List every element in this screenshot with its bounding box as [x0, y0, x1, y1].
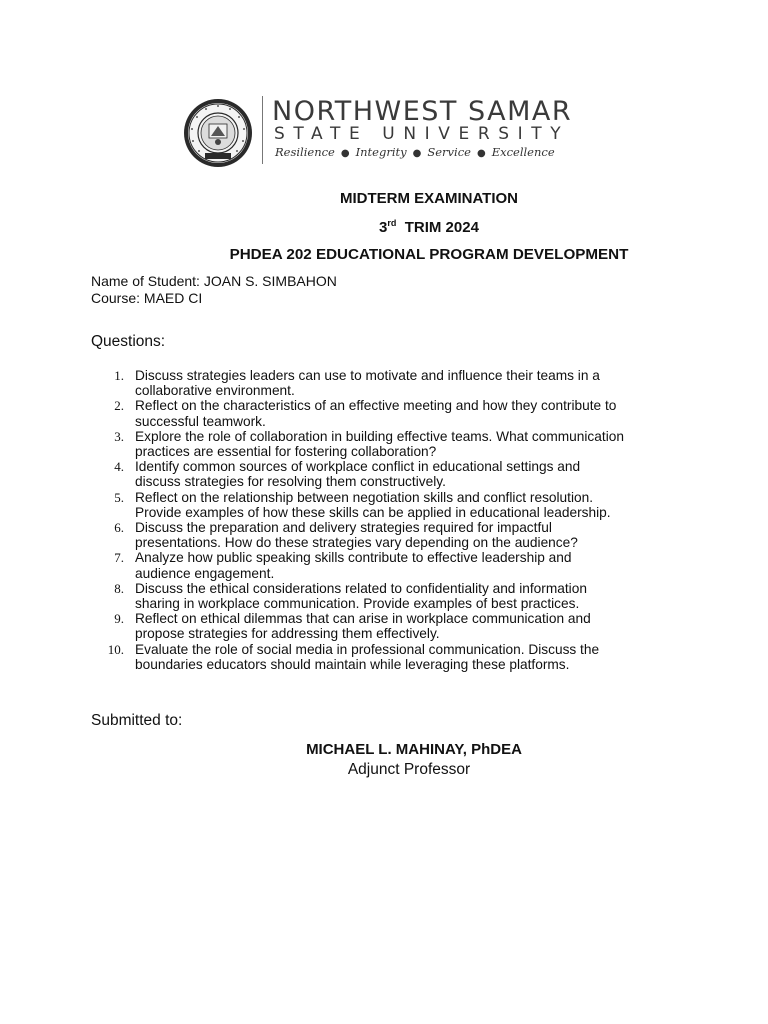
- questions-heading: Questions:: [91, 333, 166, 350]
- question-list: [91, 368, 691, 672]
- motto-word: Service: [427, 145, 471, 159]
- list-item: [91, 429, 691, 459]
- question-text: Discuss strategies leaders can use to motivate and influence their teams in a: [135, 368, 600, 383]
- university-name-line1: NORTHWEST SAMAR: [272, 96, 573, 127]
- question-text: Discuss the ethical considerations related to confidentiality and information: [135, 580, 587, 596]
- question-text-cont: propose strategies for addressing them effectively.: [135, 626, 440, 642]
- question-text: Reflect on the relationship between negotiation skills and conflict resolution.: [135, 489, 594, 505]
- university-name-line2: STATE UNIVERSITY: [274, 124, 570, 144]
- university-motto: [275, 145, 555, 159]
- student-name: Name of Student: JOAN S. SIMBAHON: [91, 273, 337, 289]
- professor-name: MICHAEL L. MAHINAY, PhDEA: [306, 741, 522, 758]
- submitted-to-label: Submitted to:: [91, 712, 183, 729]
- question-text-cont: Provide examples of how these skills can be applied in educational leadership.: [135, 504, 611, 520]
- motto-word: Excellence: [491, 145, 555, 159]
- question-number: 10.: [107, 641, 124, 657]
- question-number: 7.: [114, 550, 124, 566]
- question-number: 9.: [114, 611, 124, 627]
- list-item: [91, 611, 691, 641]
- question-number: 6.: [114, 520, 124, 536]
- question-text: Explore the role of collaboration in building effective teams. What communication: [135, 428, 624, 444]
- question-number: 1.: [114, 368, 124, 383]
- question-text: Reflect on the characteristics of an effective meeting and how they contribute to: [135, 398, 617, 414]
- list-item: [91, 520, 691, 550]
- trim-suffix: rd: [387, 218, 397, 228]
- header-divider: [262, 96, 263, 164]
- motto-word: Resilience: [275, 145, 335, 159]
- question-text-cont: audience engagement.: [135, 565, 275, 581]
- trim-line: [0, 218, 768, 236]
- question-text: Discuss the preparation and delivery strategies required for impactful: [135, 520, 552, 536]
- question-text-cont: successful teamwork.: [135, 413, 266, 429]
- list-item: [91, 368, 691, 398]
- motto-word: Integrity: [355, 145, 407, 159]
- question-text: Reflect on ethical dilemmas that can arise in workplace communication and: [135, 611, 591, 627]
- question-text: Identify common sources of workplace conflict in educational settings and: [135, 459, 581, 475]
- question-number: 5.: [114, 489, 124, 505]
- question-text-cont: sharing in workplace communication. Provide examples of best practices.: [135, 596, 580, 612]
- list-item: [91, 459, 691, 489]
- bullet-icon: ●: [476, 148, 486, 159]
- exam-title: MIDTERM EXAMINATION: [339, 190, 519, 207]
- list-item: [91, 490, 691, 520]
- question-number: 2.: [114, 398, 124, 414]
- list-item: [91, 642, 691, 672]
- question-text-cont: discuss strategies for resolving them constructively.: [135, 474, 446, 490]
- list-item: [91, 398, 691, 428]
- question-number: 4.: [114, 459, 124, 475]
- bullet-icon: ●: [412, 148, 422, 159]
- university-seal-icon: [183, 98, 253, 168]
- question-text: Analyze how public speaking skills contribute to effective leadership and: [135, 550, 572, 566]
- question-text: Evaluate the role of social media in professional communication. Discuss the: [135, 641, 600, 657]
- question-text-cont: practices are essential for fostering collaboration?: [135, 444, 437, 460]
- question-text-cont: collaborative environment.: [135, 383, 295, 399]
- list-item: [91, 550, 691, 580]
- question-text-cont: boundaries educators should maintain while leveraging these platforms.: [135, 656, 570, 672]
- list-item: [91, 581, 691, 611]
- trim-rest: TRIM 2024: [404, 219, 479, 236]
- bullet-icon: ●: [340, 148, 350, 159]
- question-number: 8.: [114, 580, 124, 596]
- student-course: Course: MAED CI: [91, 290, 203, 306]
- question-number: 3.: [114, 428, 124, 444]
- course-title: PHDEA 202 EDUCATIONAL PROGRAM DEVELOPMENT: [229, 246, 629, 263]
- trim-number: 3: [379, 219, 388, 236]
- question-text-cont: presentations. How do these strategies vary depending on the audience?: [135, 535, 578, 551]
- professor-title: Adjunct Professor: [347, 761, 471, 778]
